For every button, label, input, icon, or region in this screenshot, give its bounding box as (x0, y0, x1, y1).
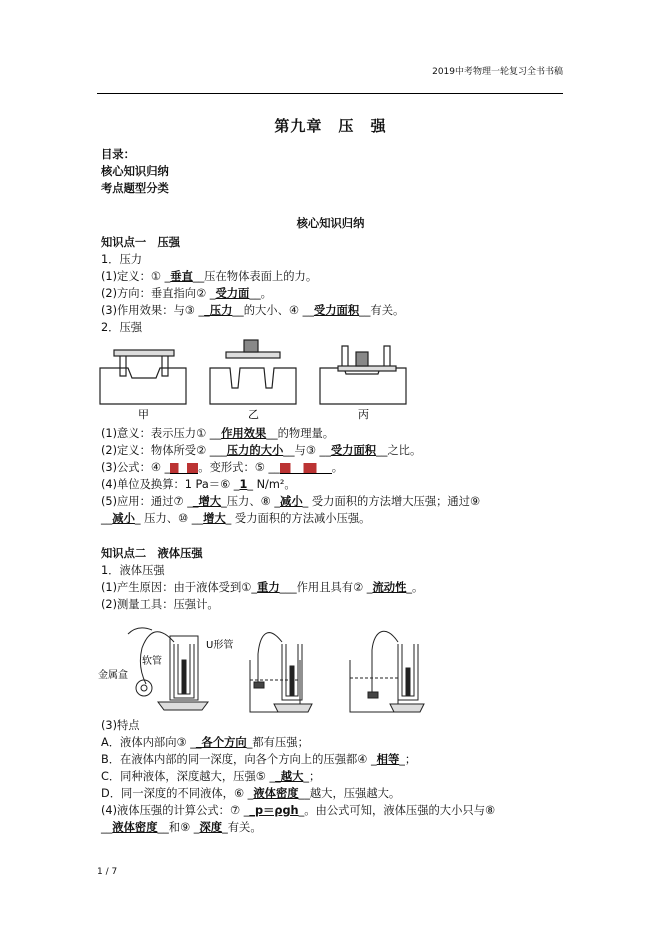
kp2-formula-cont: __液体密度__和⑨ _深度_有关。 (101, 821, 262, 834)
kp1-formula: (3)公式：④ _ 。变形式：⑤ __ 。 (101, 461, 344, 474)
toc-item[interactable]: 考点题型分类 (101, 182, 169, 195)
kp1-application: (5)应用：通过⑦ __增大_压力、⑧ _减小_ 受力面积的方法增大压强；通过⑨ (101, 495, 481, 508)
toc-item[interactable]: 核心知识归纳 (101, 165, 169, 178)
sponge-table-a (100, 350, 186, 404)
fig-label: 乙 (248, 408, 259, 421)
kp2-tool: (2)测量工具：压强计。 (101, 598, 219, 611)
section-heading: 核心知识归纳 (296, 217, 365, 230)
kp2-feature-d: D．同一深度的不同液体，⑥ _液体密度__越大，压强越大。 (101, 787, 401, 800)
formula-image (170, 463, 198, 474)
kp1-pressure-definition: (2)定义：物体所受② ___压力的大小__与③ __受力面积__之比。 (101, 444, 422, 457)
kp1-sub2: 2．压强 (101, 321, 143, 334)
kp1-heading: 知识点一 压强 (101, 236, 181, 249)
fig-label: 丙 (358, 408, 369, 421)
kp2-feature-b: B．在液体内部的同一深度，向各个方向上的压强都④ _相等_； (101, 753, 417, 766)
kp1-definition: (1)定义：① _垂直__压在物体表面上的力。 (101, 270, 318, 283)
kp2-sub1: 1．液体压强 (101, 564, 165, 577)
manometer-figure (98, 614, 428, 716)
variant-formula-image (280, 463, 332, 474)
kp2-heading: 知识点二 液体压强 (101, 547, 203, 560)
kp1-direction: (2)方向：垂直指向② _受力面__。 (101, 287, 272, 300)
kp1-effect: (3)作用效果：与③ __压力__的大小、④ __受力面积__有关。 (101, 304, 405, 317)
kp1-application-cont: __减小_ 压力、⑩ __增大_ 受力面积的方法减小压强。 (101, 512, 371, 525)
fig-label: 甲 (138, 408, 149, 421)
fig-label: U形管 (206, 640, 234, 651)
toc-label: 目录： (101, 148, 135, 161)
kp1-unit: (4)单位及换算：1 Pa＝⑥ _1_ N/m²。 (101, 478, 296, 491)
kp1-sub1: 1．压力 (101, 253, 143, 266)
sponge-table-c (320, 346, 406, 404)
page-number: 1 / 7 (97, 867, 118, 877)
kp1-meaning: (1)意义：表示压力① __作用效果__的物理量。 (101, 427, 335, 440)
header-rule (97, 93, 563, 94)
fig-label: 金属盒 (98, 670, 128, 681)
running-header: 2019中考物理一轮复习全书书稿 (432, 67, 563, 77)
fig-label: 软管 (142, 656, 162, 667)
kp2-feature-a: A．液体内部向③ __各个方向_都有压强； (101, 736, 309, 749)
kp2-features: (3)特点 (101, 719, 140, 732)
kp2-formula: (4)液体压强的计算公式：⑦ __p＝ρgh_。由公式可知，液体压强的大小只与⑧ (101, 804, 496, 817)
sponge-table-b (210, 340, 296, 404)
pressure-figure (98, 338, 410, 424)
kp2-cause: (1)产生原因：由于液体受到①_重力___作用且具有② _流动性_。 (101, 581, 424, 594)
kp2-feature-c: C．同种液体，深度越大，压强⑤ __越大_； (101, 770, 321, 783)
chapter-title: 第九章 压 强 (274, 117, 387, 135)
